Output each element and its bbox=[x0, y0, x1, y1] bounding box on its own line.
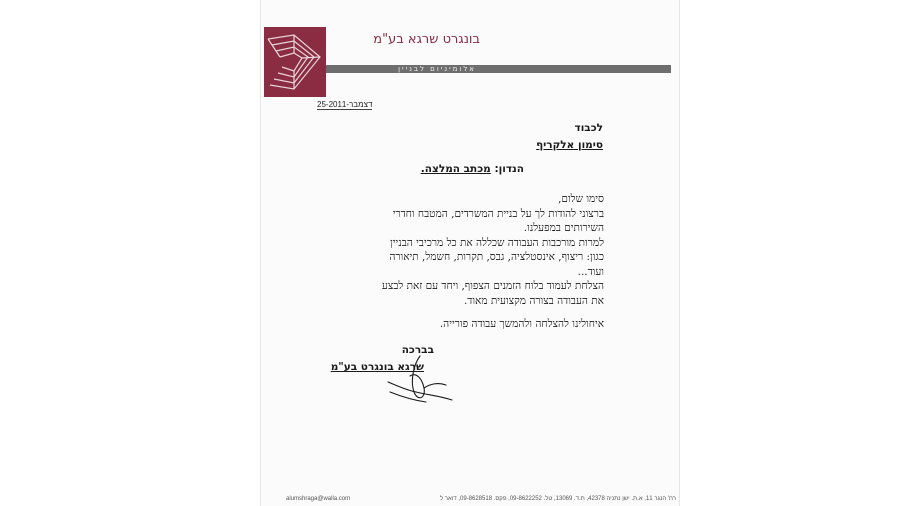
body-line: סימו שלום, bbox=[558, 193, 604, 205]
handwritten-signature bbox=[380, 352, 470, 407]
company-name: בונגרט שרגא בע"מ bbox=[373, 32, 480, 47]
signoff-greeting: בברכה bbox=[401, 344, 434, 356]
logo-emblem-icon bbox=[264, 27, 326, 97]
subject-line bbox=[421, 163, 524, 175]
body-line: למרות מורכבות העבודה שכללה את כל מרכיבי הבניין bbox=[390, 236, 604, 249]
letter-page bbox=[260, 0, 680, 506]
recipient-name: סימון אלקריף bbox=[536, 139, 603, 151]
company-tagline: אלומיניום לבניין bbox=[398, 65, 476, 73]
page-edge-left bbox=[260, 0, 261, 506]
subject-label: הנדון: bbox=[494, 163, 524, 175]
letter-body bbox=[344, 192, 604, 308]
footer-address: רח' הנגר 11, א.ת. ישן נתניה 42378, ת.ד. 13069, טל. 09-8622252, פקס. 09-8628518, דואר ל bbox=[439, 496, 676, 502]
recipient-block bbox=[536, 120, 603, 154]
recipient-salutation: לכבוד bbox=[574, 122, 603, 134]
body-line: את העבודה בצורה מקצועית מאוד. bbox=[463, 294, 604, 307]
footer-email: alumshraga@walla.com bbox=[286, 496, 351, 502]
letter-date: 25-דצמבר-2011 bbox=[317, 100, 373, 109]
company-logo bbox=[264, 27, 326, 97]
body-line: השירותים במפעלנו. bbox=[523, 222, 604, 234]
body-line: ברצוני להודות לך על בניית המשרדים, המטבח וחדרי bbox=[392, 207, 604, 220]
body-line: הצלחת לעמוד בלוח הזמנים הצפוף, ויחד עם זאת לבצע bbox=[381, 280, 604, 292]
page-edge-right bbox=[679, 0, 680, 506]
closing-line: איחולינו להצלחה ולהמשך עבודה פורייה. bbox=[439, 318, 604, 330]
body-line: ועוד... bbox=[577, 265, 604, 278]
signer-name: שרגא בונגרט בע"מ bbox=[330, 361, 424, 373]
body-line: כגון: ריצוף, אינסטלציה, גבס, תקרות, חשמל, תיאורה bbox=[389, 251, 604, 263]
subject-text: מכתב המלצה. bbox=[420, 163, 491, 175]
